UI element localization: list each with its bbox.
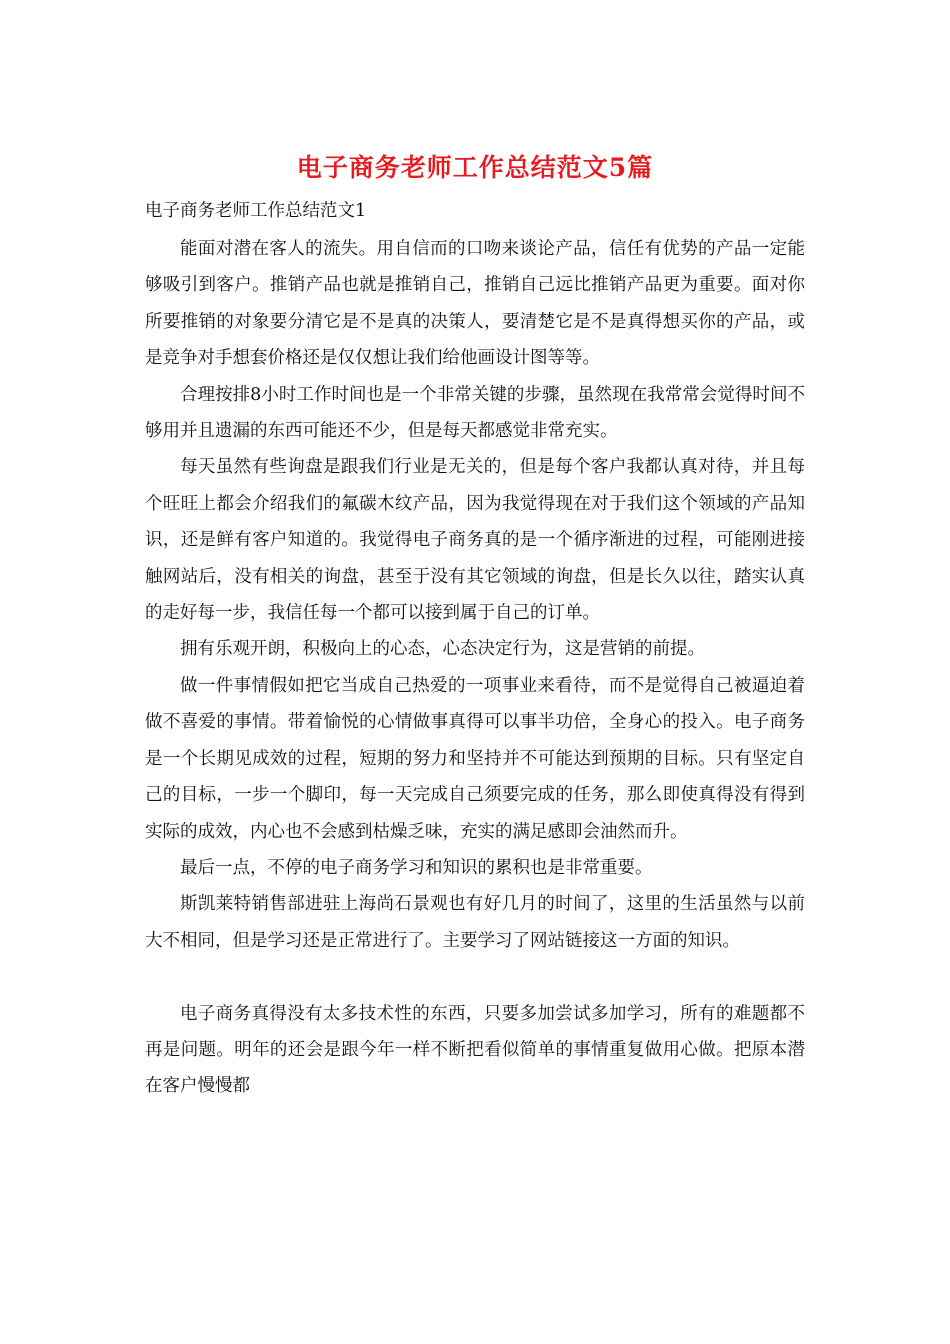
paragraph: 斯凯莱特销售部进驻上海尚石景观也有好几月的时间了，这里的生活虽然与以前大不相同，但是学习还是正常进行了。主要学习了网站链接这一方面的知识。 [145, 894, 805, 951]
section-heading: 电子商务老师工作总结范文1 [145, 201, 367, 221]
document-title: 电子商务老师工作总结范文5篇 [296, 153, 654, 182]
paragraph: 每天虽然有些询盘是跟我们行业是无关的，但是每个客户我都认真对待，并且每个旺旺上都会介绍我们的氟碳木纹产品，因为我觉得现在对于我们这个领域的产品知识，还是鲜有客户知道的。我觉得电子商务真的是一个循序渐进的过程，可能刚进接触网站后，没有相关的询盘，甚至于没有其它领域的询盘，但是长久以往，踏实认真的走好每一步，我信任每一个都可以接到属于自己的订单。 [145, 457, 805, 624]
paragraph: 做一件事情假如把它当成自己热爱的一项事业来看待，而不是觉得自己被逼迫着做不喜爱的事情。带着愉悦的心情做事真得可以事半功倍，全身心的投入。电子商务是一个长期见成效的过程，短期的努力和坚持并不可能达到预期的目标。只有坚定自己的目标，一步一个脚印，每一天完成自己须要完成的任务，那么即使真得没有得到实际的成效，内心也不会感到枯燥乏味，充实的满足感即会油然而升。 [145, 675, 805, 842]
document-body [145, 231, 805, 1105]
paragraph: 能面对潜在客人的流失。用自信而的口吻来谈论产品，信任有优势的产品一定能够吸引到客户。推销产品也就是推销自己，推销自己远比推销产品更为重要。面对你所要推销的对象要分清它是不是真的决策人，要清楚它是不是真得想买你的产品，或是竞争对手想套价格还是仅仅想让我们给他画设计图等等。 [145, 239, 805, 369]
paragraph: 最后一点，不停的电子商务学习和知识的累积也是非常重要。 [180, 857, 653, 878]
paragraph: 电子商务真得没有太多技术性的东西，只要多加尝试多加学习，所有的难题都不再是问题。明年的还会是跟今年一样不断把看似简单的事情重复做用心做。把原本潜在客户慢慢都 [145, 1003, 805, 1097]
paragraph: 合理按排8小时工作时间也是一个非常关键的步骤，虽然现在我常常会觉得时间不够用并且遗漏的东西可能还不少，但是每天都感觉非常充实。 [145, 384, 805, 442]
paragraph: 拥有乐观开朗，积极向上的心态，心态决定行为，这是营销的前提。 [180, 639, 705, 660]
